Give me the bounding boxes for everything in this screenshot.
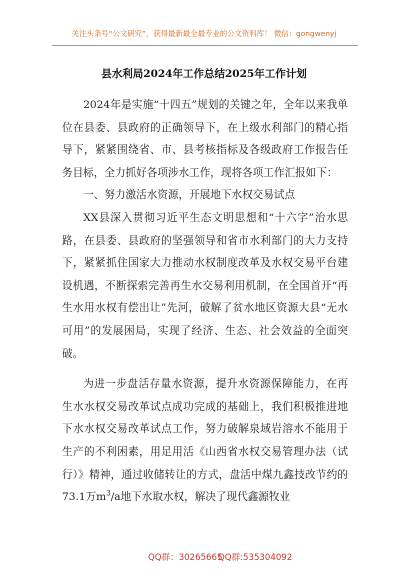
superscript-unit: 3 <box>106 489 111 498</box>
document-title: 县水利局2024年工作总结2025年工作计划 <box>101 68 307 80</box>
paragraph-spacer <box>62 365 348 373</box>
body-paragraph-2 <box>62 373 348 509</box>
section-heading: 一、努力激活水资源，开展地下水权交易试点 <box>83 189 296 202</box>
footer-qq-group-2: QQ群:535304092 <box>218 553 293 563</box>
intro-paragraph: 2024年是实施“十四五”规划的关键之年，全年以来我单位在县委、县政府的正确领导下，在上级水利部门的精心指导下，紧紧围绕省、市、县考核指标及各级政府工作报告任务目标，全力抓好各项涉水工作，现将各项工作汇报如下： <box>62 99 348 179</box>
paragraph-text-end: /a地下水取水权，解决了现代鑫源牧业 <box>110 491 291 504</box>
footer-qq-group-1: QQ群：30265665 <box>148 553 223 563</box>
document-body <box>62 94 348 509</box>
header-divider <box>52 45 358 46</box>
body-paragraph: XX县深入贯彻习近平生态文明思想和“十六字”治水思路，在县委、县政府的坚强领导和省市水利部门的大力支持下，紧紧抓住国家大力推动水权制度改革及水权交易平台建设机遇，不断探索完善再生水交易利用机制，在全国首开“再生水用水权有偿出让”先河，破解了贫水地区资源大县“无水可用”的发展困局，实现了经济、生态、社会效益的全面突破。 <box>62 211 348 360</box>
header-banner: 关注头条号“公文研究”，获得最新最全最专业的公文资料库！ 微信：gongwenyj <box>71 29 337 38</box>
paragraph-text-start: 为进一步盘活存量水资源，提升水资源保障能力，在再生水水权交易改革试点成功完成的基础上，我们积极推进地下水水权交易改革试点工作，努力破解泉域岩溶水不能用于生产的不利困素，用足用活《山西省水权交易管理办法（试行）》精神，通过收储转让的方式，盘活中煤九鑫技改节约的73.1万m <box>62 378 348 504</box>
